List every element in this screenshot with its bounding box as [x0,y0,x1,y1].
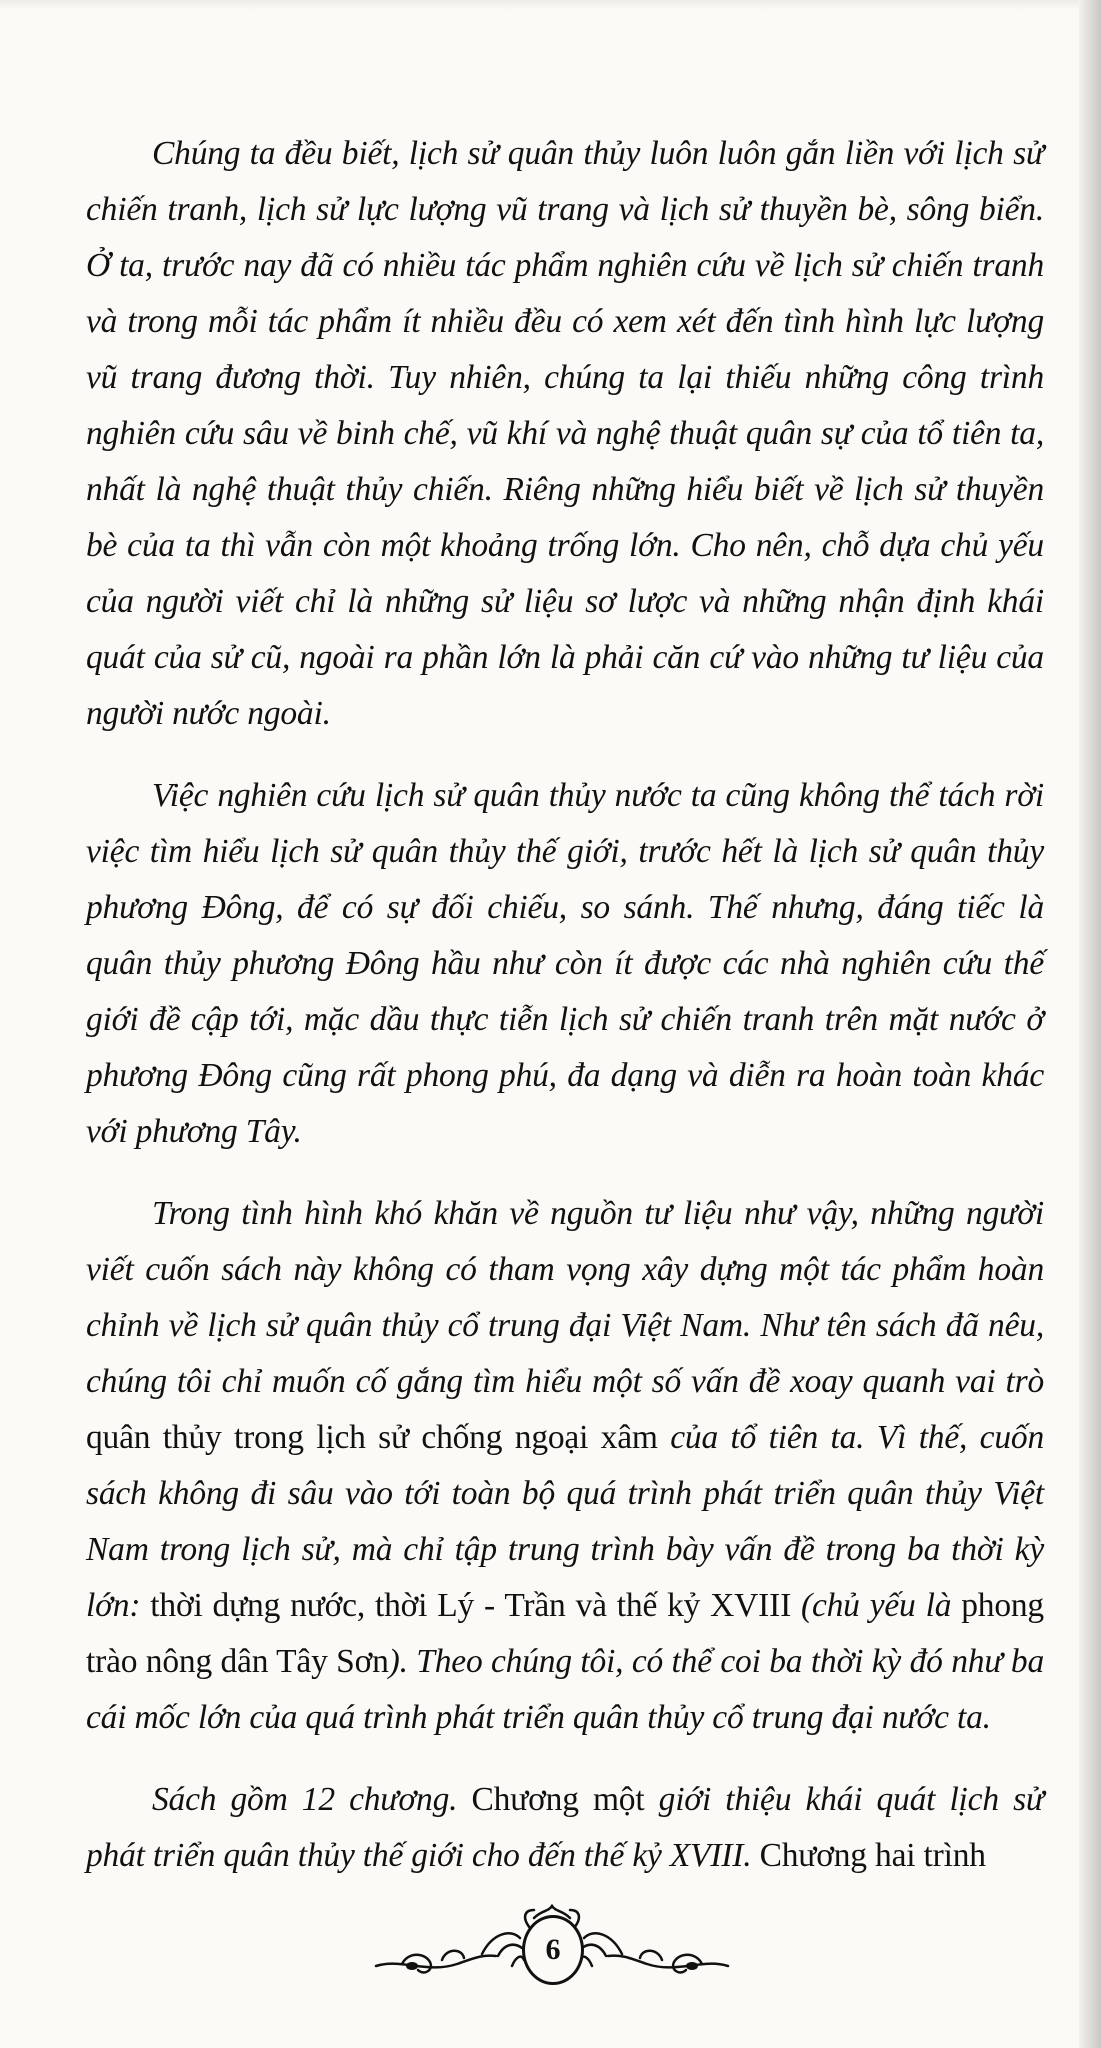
page-top-edge [0,0,1101,10]
body-text [86,126,1044,1910]
paragraph-2: Việc nghiên cứu lịch sử quân thủy nước ta cũng không thể tách rời việc tìm hiểu lịch sử quân thủy thế giới, trước hết là lịch sử quân thủy phương Đông, để có sự đối chiếu, so sánh. Thế nhưng, đáng tiếc là quân thủy phương Đông hầu như còn ít được các nhà nghiên cứu thế giới đề cập tới, mặc dầu thực tiễn lịch sử chiến tranh trên mặt nước ở phương Đông cũng rất phong phú, đa dạng và diễn ra hoàn toàn khác với phương Tây. [86,777,1044,1150]
paragraph-3-upright-2: thời dựng nước, thời Lý - Trần và thế kỷ XVIII [150,1587,792,1624]
paragraph-3-part-g: ). Theo chúng tôi, có thể coi ba thời kỳ đó như ba cái mốc lớn của quá trình phát triển quân thủy cổ trung đại nước ta. [86,1643,1044,1736]
paragraph-4 [86,1772,1044,1884]
page-number: 6 [522,1915,584,1985]
page-right-edge [1079,0,1101,2048]
paragraph-4-part-a: Sách gồm 12 chương. [152,1781,472,1818]
paragraph-4-part-c: giới thiệu khái quát lịch sử phát triển quân thủy thế giới cho đến thế kỷ XVIII. [86,1781,1044,1874]
paragraph-4-upright-1: Chương một [471,1781,645,1818]
paragraph-4-upright-2: Chương hai trình [759,1837,986,1874]
paragraph-3 [86,1186,1044,1746]
paragraph-3-part-e: (chủ yếu là [791,1587,962,1624]
paragraph-3-part-a: Trong tình hình khó khăn về nguồn tư liệu như vậy, những người viết cuốn sách này không có tham vọng xây dựng một tác phẩm hoàn chỉnh về lịch sử quân thủy cổ trung đại Việt Nam. Như tên sách đã nêu, chúng tôi chỉ muốn cố gắng tìm hiểu một số vấn đề xoay quanh vai trò [86,1195,1044,1400]
paragraph-1: Chúng ta đều biết, lịch sử quân thủy luôn luôn gắn liền với lịch sử chiến tranh, lịch sử lực lượng vũ trang và lịch sử thuyền bè, sông biển. Ở ta, trước nay đã có nhiều tác phẩm nghiên cứu về lịch sử chiến tranh và trong mỗi tác phẩm ít nhiều đều có xem xét đến tình hình lực lượng vũ trang đương thời. Tuy nhiên, chúng ta lại thiếu những công trình nghiên cứu sâu về binh chế, vũ khí và nghệ thuật quân sự của tổ tiên ta, nhất là nghệ thuật thủy chiến. Riêng những hiểu biết về lịch sử thuyền bè của ta thì vẫn còn một khoảng trống lớn. Cho nên, chỗ dựa chủ yếu của người viết chỉ là những sử liệu sơ lược và những nhận định khái quát của sử cũ, ngoài ra phần lớn là phải căn cứ vào những tư liệu của người nước ngoài. [86,135,1044,732]
paragraph-3-upright-1: quân thủy trong lịch sử chống ngoại xâm [86,1419,658,1456]
paragraph-3-upright-3: phong trào nông dân Tây Sơn [86,1587,1044,1680]
paragraph-3-part-c: của tổ tiên ta. Vì thế, cuốn sách không đi sâu vào tới toàn bộ quá trình phát triển quân thủy Việt Nam trong lịch sử, mà chỉ tập trung trình bày vấn đề trong ba thời kỳ lớn: [86,1419,1044,1624]
